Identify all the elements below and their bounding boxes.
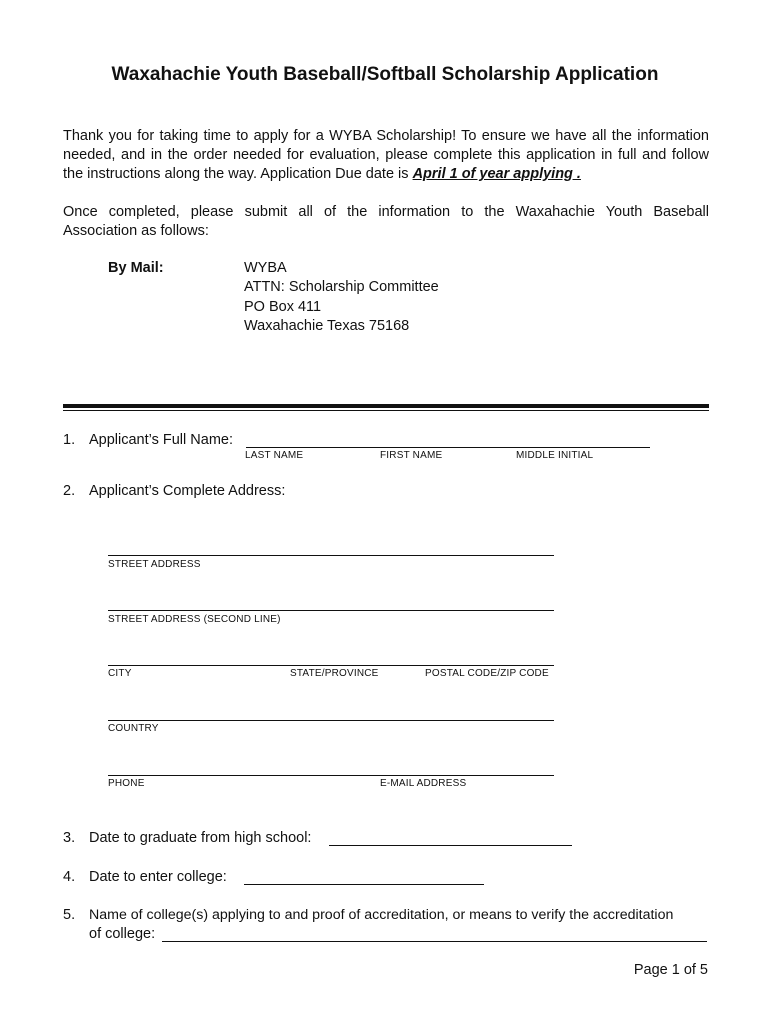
street-address-caption: STREET ADDRESS [108,559,201,570]
first-name-caption: FIRST NAME [380,450,443,461]
due-date: April 1 of year applying . [412,166,581,182]
country-field[interactable] [108,720,554,721]
question-5-line-1: Name of college(s) applying to and proof of accreditation, or means to verify the accreditation [89,907,674,923]
graduation-date-field[interactable] [329,845,572,846]
street-address-2-caption: STREET ADDRESS (SECOND LINE) [108,614,281,625]
question-5-number: 5. [63,907,76,923]
intro-line-3 [63,165,709,184]
city-state-zip-field[interactable] [108,665,554,666]
section-divider-thin [63,410,709,411]
question-4-label: Date to enter college: [89,869,227,885]
street-address-2-field[interactable] [108,610,554,611]
mail-line-city: Waxahachie Texas 75168 [244,318,410,334]
question-3 [63,829,363,848]
submit-line-1: Once completed, please submit all of the information to the Waxahachie Youth Baseball [63,204,709,220]
question-1-number: 1. [63,432,76,448]
question-4 [63,868,263,887]
question-4-number: 4. [63,869,76,885]
submit-line-2: Association as follows: [63,223,209,239]
question-1-label: Applicant’s Full Name: [89,432,233,448]
page-title: Waxahachie Youth Baseball/Softball Scholarship Application [111,64,659,85]
question-3-number: 3. [63,830,76,846]
email-caption: E-MAIL ADDRESS [380,778,467,789]
question-5 [63,906,709,944]
street-address-field[interactable] [108,555,554,556]
question-2-label: Applicant’s Complete Address: [89,483,286,499]
question-3-label: Date to graduate from high school: [89,830,312,846]
mail-line-org: WYBA [244,260,287,276]
last-name-caption: LAST NAME [245,450,304,461]
full-name-field[interactable] [246,447,650,448]
college-accreditation-field[interactable] [162,941,707,942]
postal-code-caption: POSTAL CODE/ZIP CODE [425,668,549,679]
submit-paragraph [63,203,709,241]
intro-line-1: Thank you for taking time to apply for a WYBA Scholarship! To ensure we have all the information [63,128,709,144]
mail-line-pobox: PO Box 411 [244,299,322,315]
city-caption: CITY [108,668,132,679]
phone-caption: PHONE [108,778,145,789]
page-number: Page 1 of 5 [633,962,708,978]
question-5-line-2: of college: [89,926,156,942]
college-entry-date-field[interactable] [244,884,484,885]
intro-line-2: needed, and in the order needed for evaluation, please complete this application in full and follow [63,147,709,163]
question-2 [63,482,363,501]
question-2-number: 2. [63,483,76,499]
mail-label: By Mail: [108,260,164,276]
country-caption: COUNTRY [108,723,159,734]
section-divider-thick [63,404,709,408]
intro-line-3-text: the instructions along the way. Application Due date is [63,166,413,182]
middle-initial-caption: MIDDLE INITIAL [516,450,594,461]
phone-email-field[interactable] [108,775,554,776]
mail-line-attn: ATTN: Scholarship Committee [244,279,439,295]
question-1 [63,431,263,450]
intro-paragraph [63,127,709,184]
state-caption: STATE/PROVINCE [290,668,379,679]
